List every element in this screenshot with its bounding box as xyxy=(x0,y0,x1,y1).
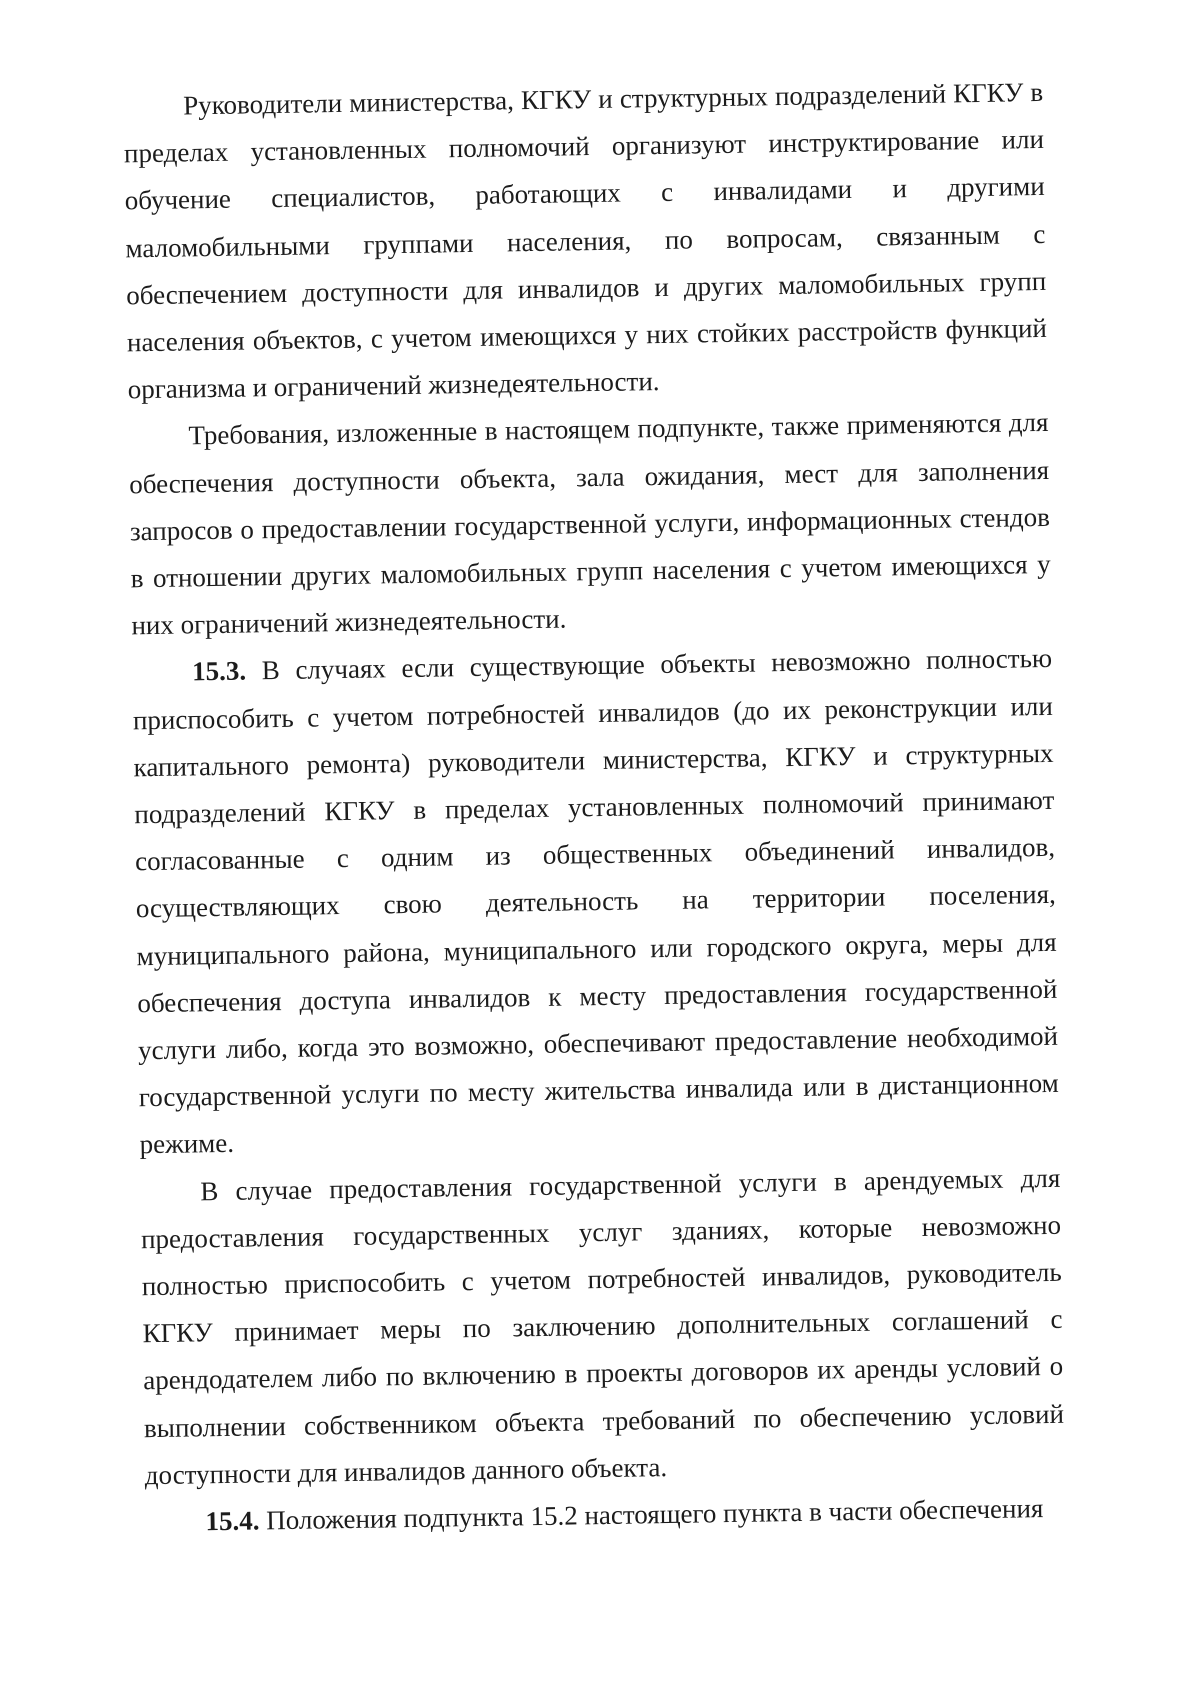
paragraph-text: В случае предоставления государственной услуги в арендуемых для предоставления государственных услуг зданиях, которые невозможно полностью приспособить с учетом потребностей инвалидов, руководитель КГКУ принимает меры по заключению дополнительных соглашений с арендодателем либо по включению в проекты договоров их аренды условий о выполнении собственником объекта требований по обеспечению условий доступности для инвалидов данного объекта. xyxy=(141,1162,1064,1490)
paragraph-requirements xyxy=(128,399,1052,649)
paragraph-text: Требования, изложенные в настоящем подпункте, также применяются для обеспечения доступности объекта, зала ожидания, мест для заполнения запросов о предоставлении государственной услуги, информационных стендов в отношении других маломобильных групп населения с учетом имеющихся у них ограничений жизнедеятельности. xyxy=(129,407,1051,640)
document-body xyxy=(123,69,1066,1547)
paragraph-text: В случаях если существующие объекты невозможно полностью приспособить с учетом потребностей инвалидов (до их реконструкции или капитального ремонта) руководители министерства, КГКУ и структурных подразделений КГКУ в пределах установленных полномочий принимают согласованные с одним из общественных объединений инвалидов, осуществляющих свою деятельность на территории поселения, муниципального района, муниципального или городского округа, меры для обеспечения доступа инвалидов к месту предоставления государственной услуги либо, когда это возможно, обеспечивают предоставление необходимой государственной услуги по месту жительства инвалида или в дистанционном режиме. xyxy=(133,643,1059,1159)
paragraph-number: 15.3. xyxy=(192,656,246,687)
paragraph-staff-training xyxy=(123,69,1048,414)
paragraph-rented-buildings xyxy=(140,1154,1065,1499)
paragraph-text: Положения подпункта 15.2 настоящего пункта в части обеспечения xyxy=(259,1493,1043,1535)
paragraph-15-3 xyxy=(132,635,1060,1169)
paragraph-text: Руководители министерства, КГКУ и структурных подразделений КГКУ в пределах установленных полномочий организуют инструктирование или обучение специалистов, работающих с инвалидами и другими маломобильными группами населения, по вопросам, связанным с обеспечением доступности для инвалидов и других маломобильных групп населения объектов, с учетом имеющихся у них стойких расстройств функций организма и ограничений жизнедеятельности. xyxy=(124,77,1047,405)
paragraph-number: 15.4. xyxy=(205,1506,259,1537)
